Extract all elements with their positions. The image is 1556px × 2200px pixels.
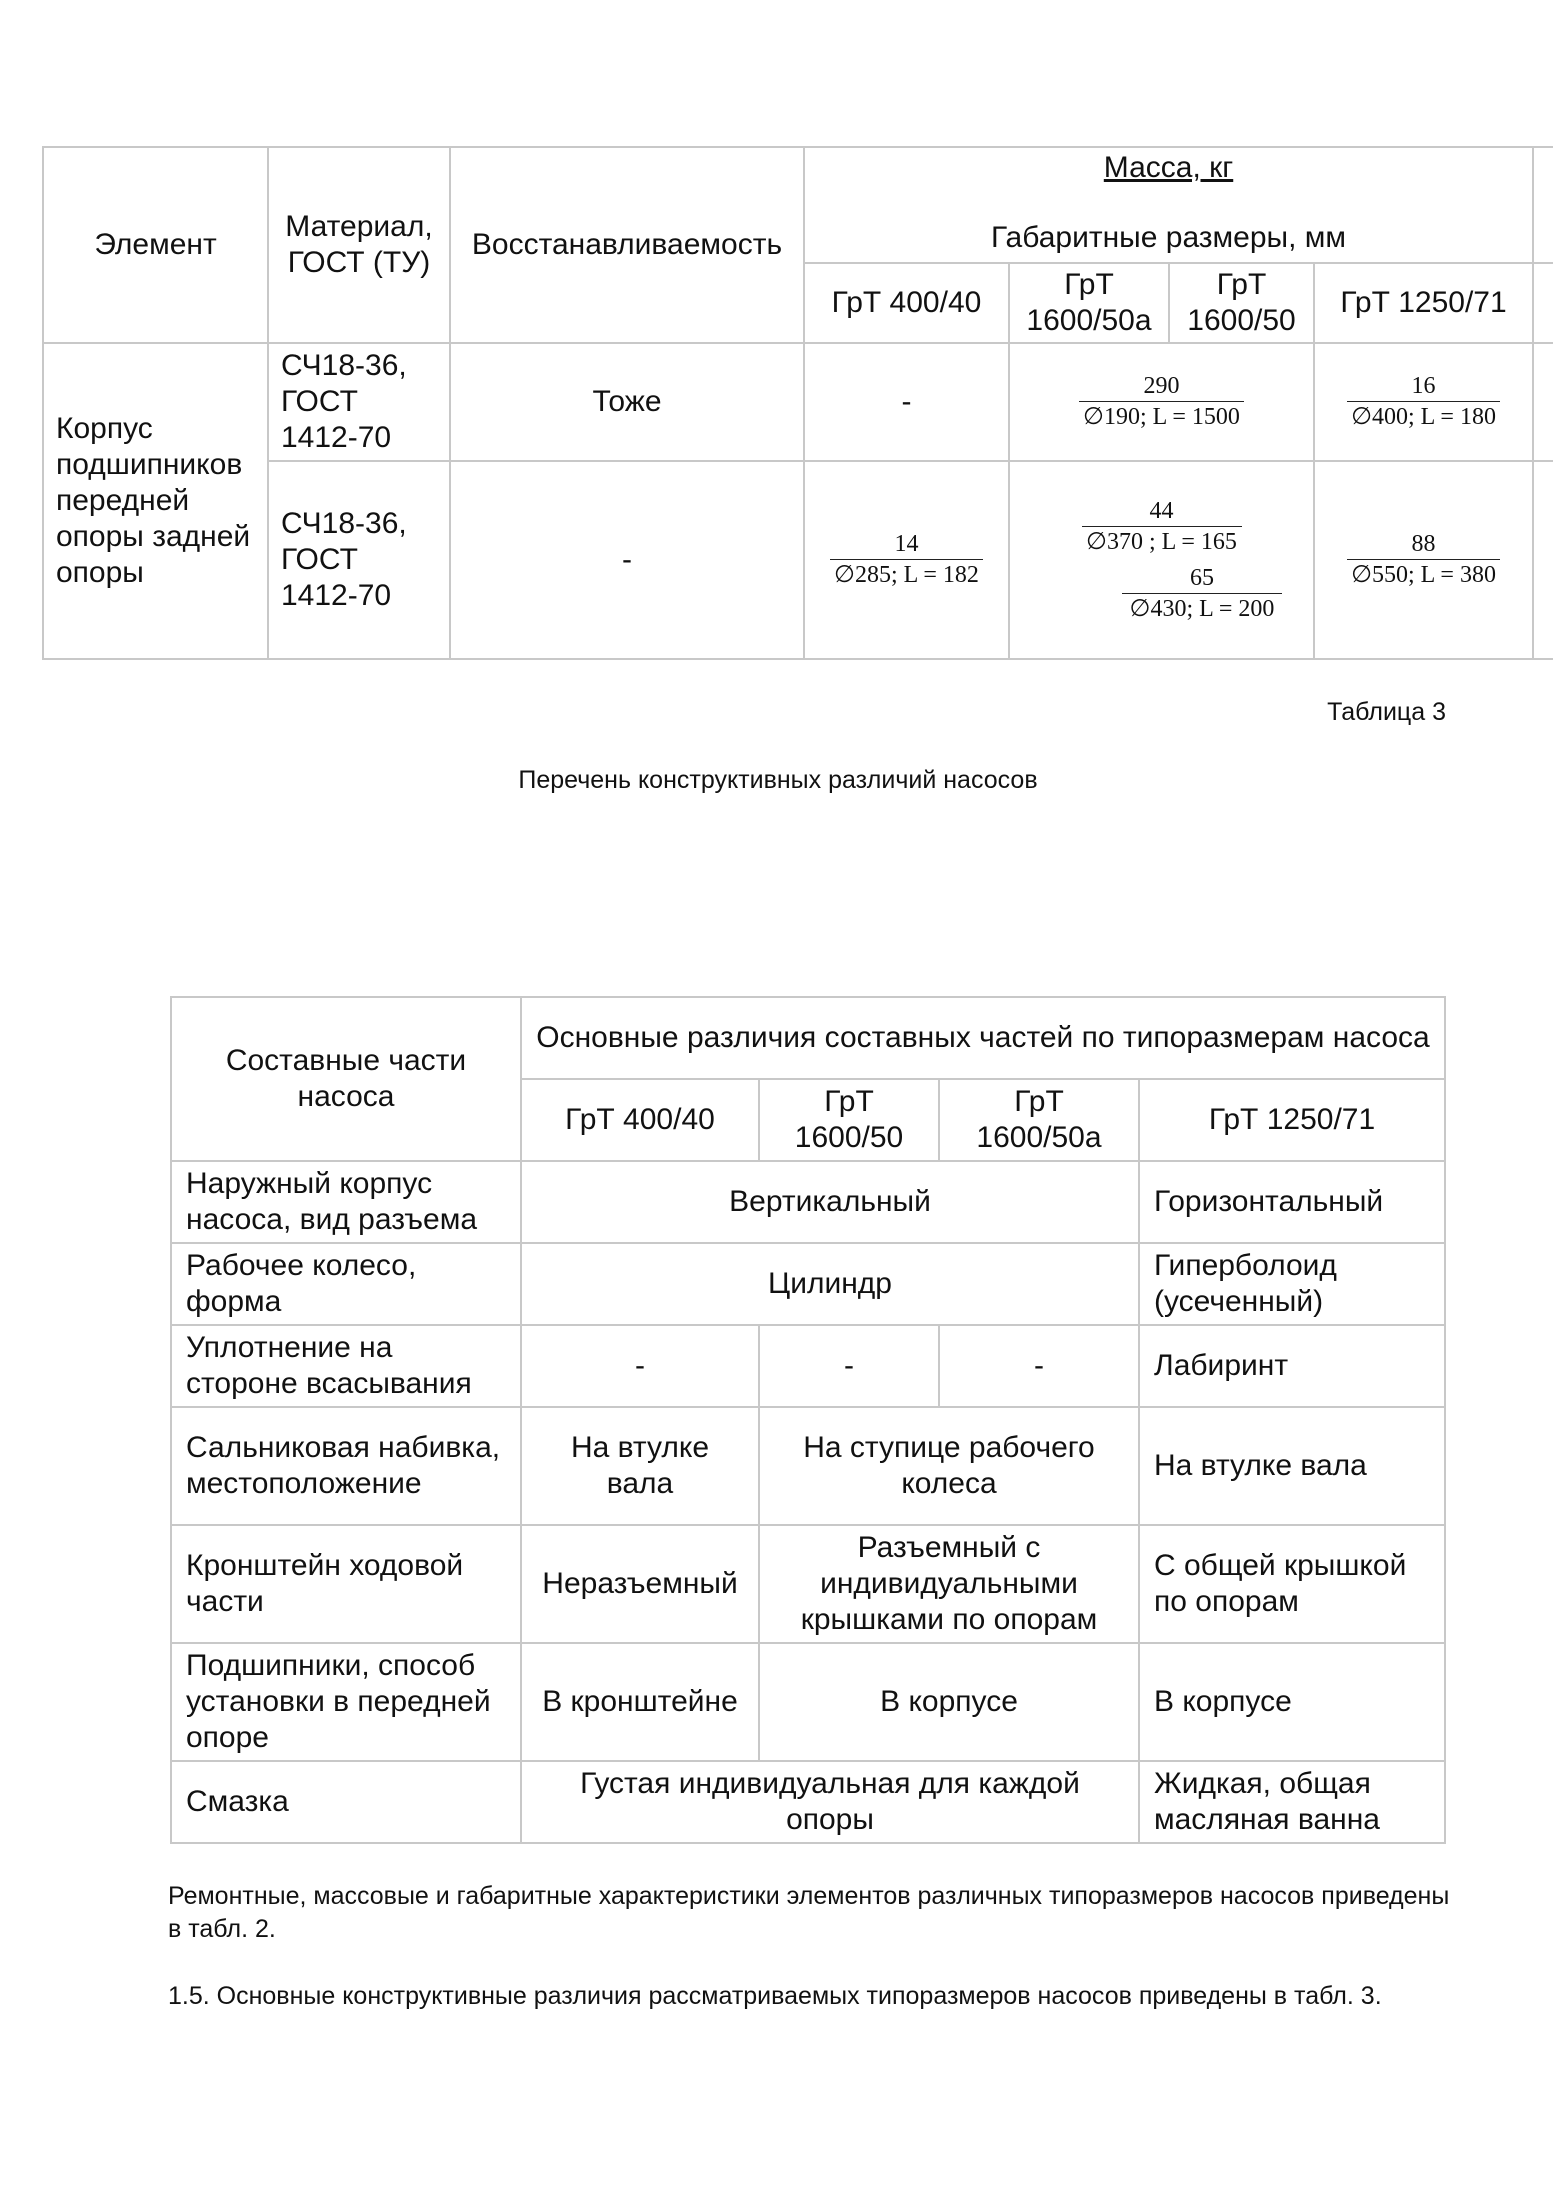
row2-grt400 bbox=[804, 461, 1009, 659]
table-title: Перечень конструктивных различий насосов bbox=[518, 766, 1038, 794]
fraction: $\frac{290}{\emptyset 190; L = 1500}$ bbox=[1079, 371, 1244, 432]
row-part: Сальниковая набивка, местоположение bbox=[171, 1407, 521, 1525]
cut-cell bbox=[1533, 343, 1553, 461]
row-value-grt1250: Горизонтальный bbox=[1139, 1161, 1445, 1243]
header-dimensions: Габаритные размеры, мм bbox=[991, 221, 1347, 254]
header-mass: Масса, кг bbox=[1103, 151, 1234, 184]
row-value: Густая индивидуальная для каждой опоры bbox=[521, 1761, 1139, 1843]
row-value: Разъемный с индивидуальными крышками по опорам bbox=[759, 1525, 1139, 1643]
row-part: Уплотнение на стороне всасывания bbox=[171, 1325, 521, 1407]
header-col-grt1250: ГрТ 1250/71 bbox=[1314, 263, 1533, 343]
fraction: $\frac{88}{\emptyset 550; L = 380}$ bbox=[1347, 529, 1500, 590]
header-col-grt1600a: ГрТ 1600/50а bbox=[939, 1079, 1139, 1161]
row-value-grt400: В кронштейне bbox=[521, 1643, 759, 1761]
header-recoverability: Восстанавливаемость bbox=[450, 147, 804, 343]
header-col-grt1250: ГрТ 1250/71 bbox=[1139, 1079, 1445, 1161]
fraction: $\frac{16}{\emptyset 400; L = 180}$ bbox=[1347, 371, 1500, 432]
header-col-grt1600a: ГрТ 1600/50а bbox=[1009, 263, 1169, 343]
row-value-grt1600: - bbox=[759, 1325, 939, 1407]
row-part: Кронштейн ходовой части bbox=[171, 1525, 521, 1643]
row-value-grt1250: В корпусе bbox=[1139, 1643, 1445, 1761]
element-name: Корпус подшипников передней опоры задней опоры bbox=[43, 343, 268, 659]
paragraph-table2-ref: Ремонтные, массовые и габаритные характеристики элементов различных типоразмеров насосов приведены в табл. 2. bbox=[168, 1882, 1450, 1943]
row-value-grt1250: Лабиринт bbox=[1139, 1325, 1445, 1407]
row-value-grt1250: С общей крышкой по опорам bbox=[1139, 1525, 1445, 1643]
header-mass-dimensions bbox=[804, 147, 1533, 263]
row1-grt1600 bbox=[1009, 343, 1314, 461]
cut-cell bbox=[1533, 263, 1553, 343]
table-2 bbox=[42, 146, 1553, 660]
header-col-grt400: ГрТ 400/40 bbox=[521, 1079, 759, 1161]
row1-material: СЧ18-36, ГОСТ 1412-70 bbox=[268, 343, 450, 461]
row-value: В корпусе bbox=[759, 1643, 1139, 1761]
header-col-grt1600: ГрТ 1600/50 bbox=[759, 1079, 939, 1161]
fraction: 44 ∅370 ; L = 165 bbox=[1082, 496, 1242, 557]
table-3 bbox=[170, 996, 1446, 1844]
row1-grt1250 bbox=[1314, 343, 1533, 461]
row-value: Вертикальный bbox=[521, 1161, 1139, 1243]
header-differences: Основные различия составных частей по типоразмерам насоса bbox=[521, 997, 1445, 1079]
row-value-grt1600a: - bbox=[939, 1325, 1139, 1407]
row-value-grt1250: Жидкая, общая масляная ванна bbox=[1139, 1761, 1445, 1843]
header-col-grt400: ГрТ 400/40 bbox=[804, 263, 1009, 343]
row-part: Наружный корпус насоса, вид разъема bbox=[171, 1161, 521, 1243]
row1-recoverability: Тоже bbox=[450, 343, 804, 461]
row2-grt1600 bbox=[1009, 461, 1314, 659]
header-parts: Составные части насоса bbox=[171, 997, 521, 1161]
header-element: Элемент bbox=[43, 147, 268, 343]
row-value-grt1250: На втулке вала bbox=[1139, 1407, 1445, 1525]
cut-cell bbox=[1533, 461, 1553, 659]
row-value-grt400: - bbox=[521, 1325, 759, 1407]
row1-grt400: - bbox=[804, 343, 1009, 461]
row2-material: СЧ18-36, ГОСТ 1412-70 bbox=[268, 461, 450, 659]
row-part: Смазка bbox=[171, 1761, 521, 1843]
fraction: $\frac{14}{\emptyset 285; L = 182}$ bbox=[830, 529, 983, 590]
row-part: Подшипники, способ установки в передней опоре bbox=[171, 1643, 521, 1761]
fraction: 65 ∅430; L = 200 bbox=[1122, 563, 1282, 624]
paragraph-table3-ref: 1.5. Основные конструктивные различия рассматриваемых типоразмеров насосов приведены в табл. 3. bbox=[168, 1982, 1382, 2010]
row2-recoverability: - bbox=[450, 461, 804, 659]
row2-grt1250 bbox=[1314, 461, 1533, 659]
row-value: Цилиндр bbox=[521, 1243, 1139, 1325]
row-value-grt400: На втулке вала bbox=[521, 1407, 759, 1525]
cut-cell bbox=[1533, 147, 1553, 263]
header-col-grt1600: ГрТ 1600/50 bbox=[1169, 263, 1314, 343]
table-label: Таблица 3 bbox=[1327, 698, 1446, 726]
row-value: На ступице рабочего колеса bbox=[759, 1407, 1139, 1525]
header-material: Материал, ГОСТ (ТУ) bbox=[268, 147, 450, 343]
row-value-grt1250: Гиперболоид (усеченный) bbox=[1139, 1243, 1445, 1325]
row-value-grt400: Неразъемный bbox=[521, 1525, 759, 1643]
row-part: Рабочее колесо, форма bbox=[171, 1243, 521, 1325]
